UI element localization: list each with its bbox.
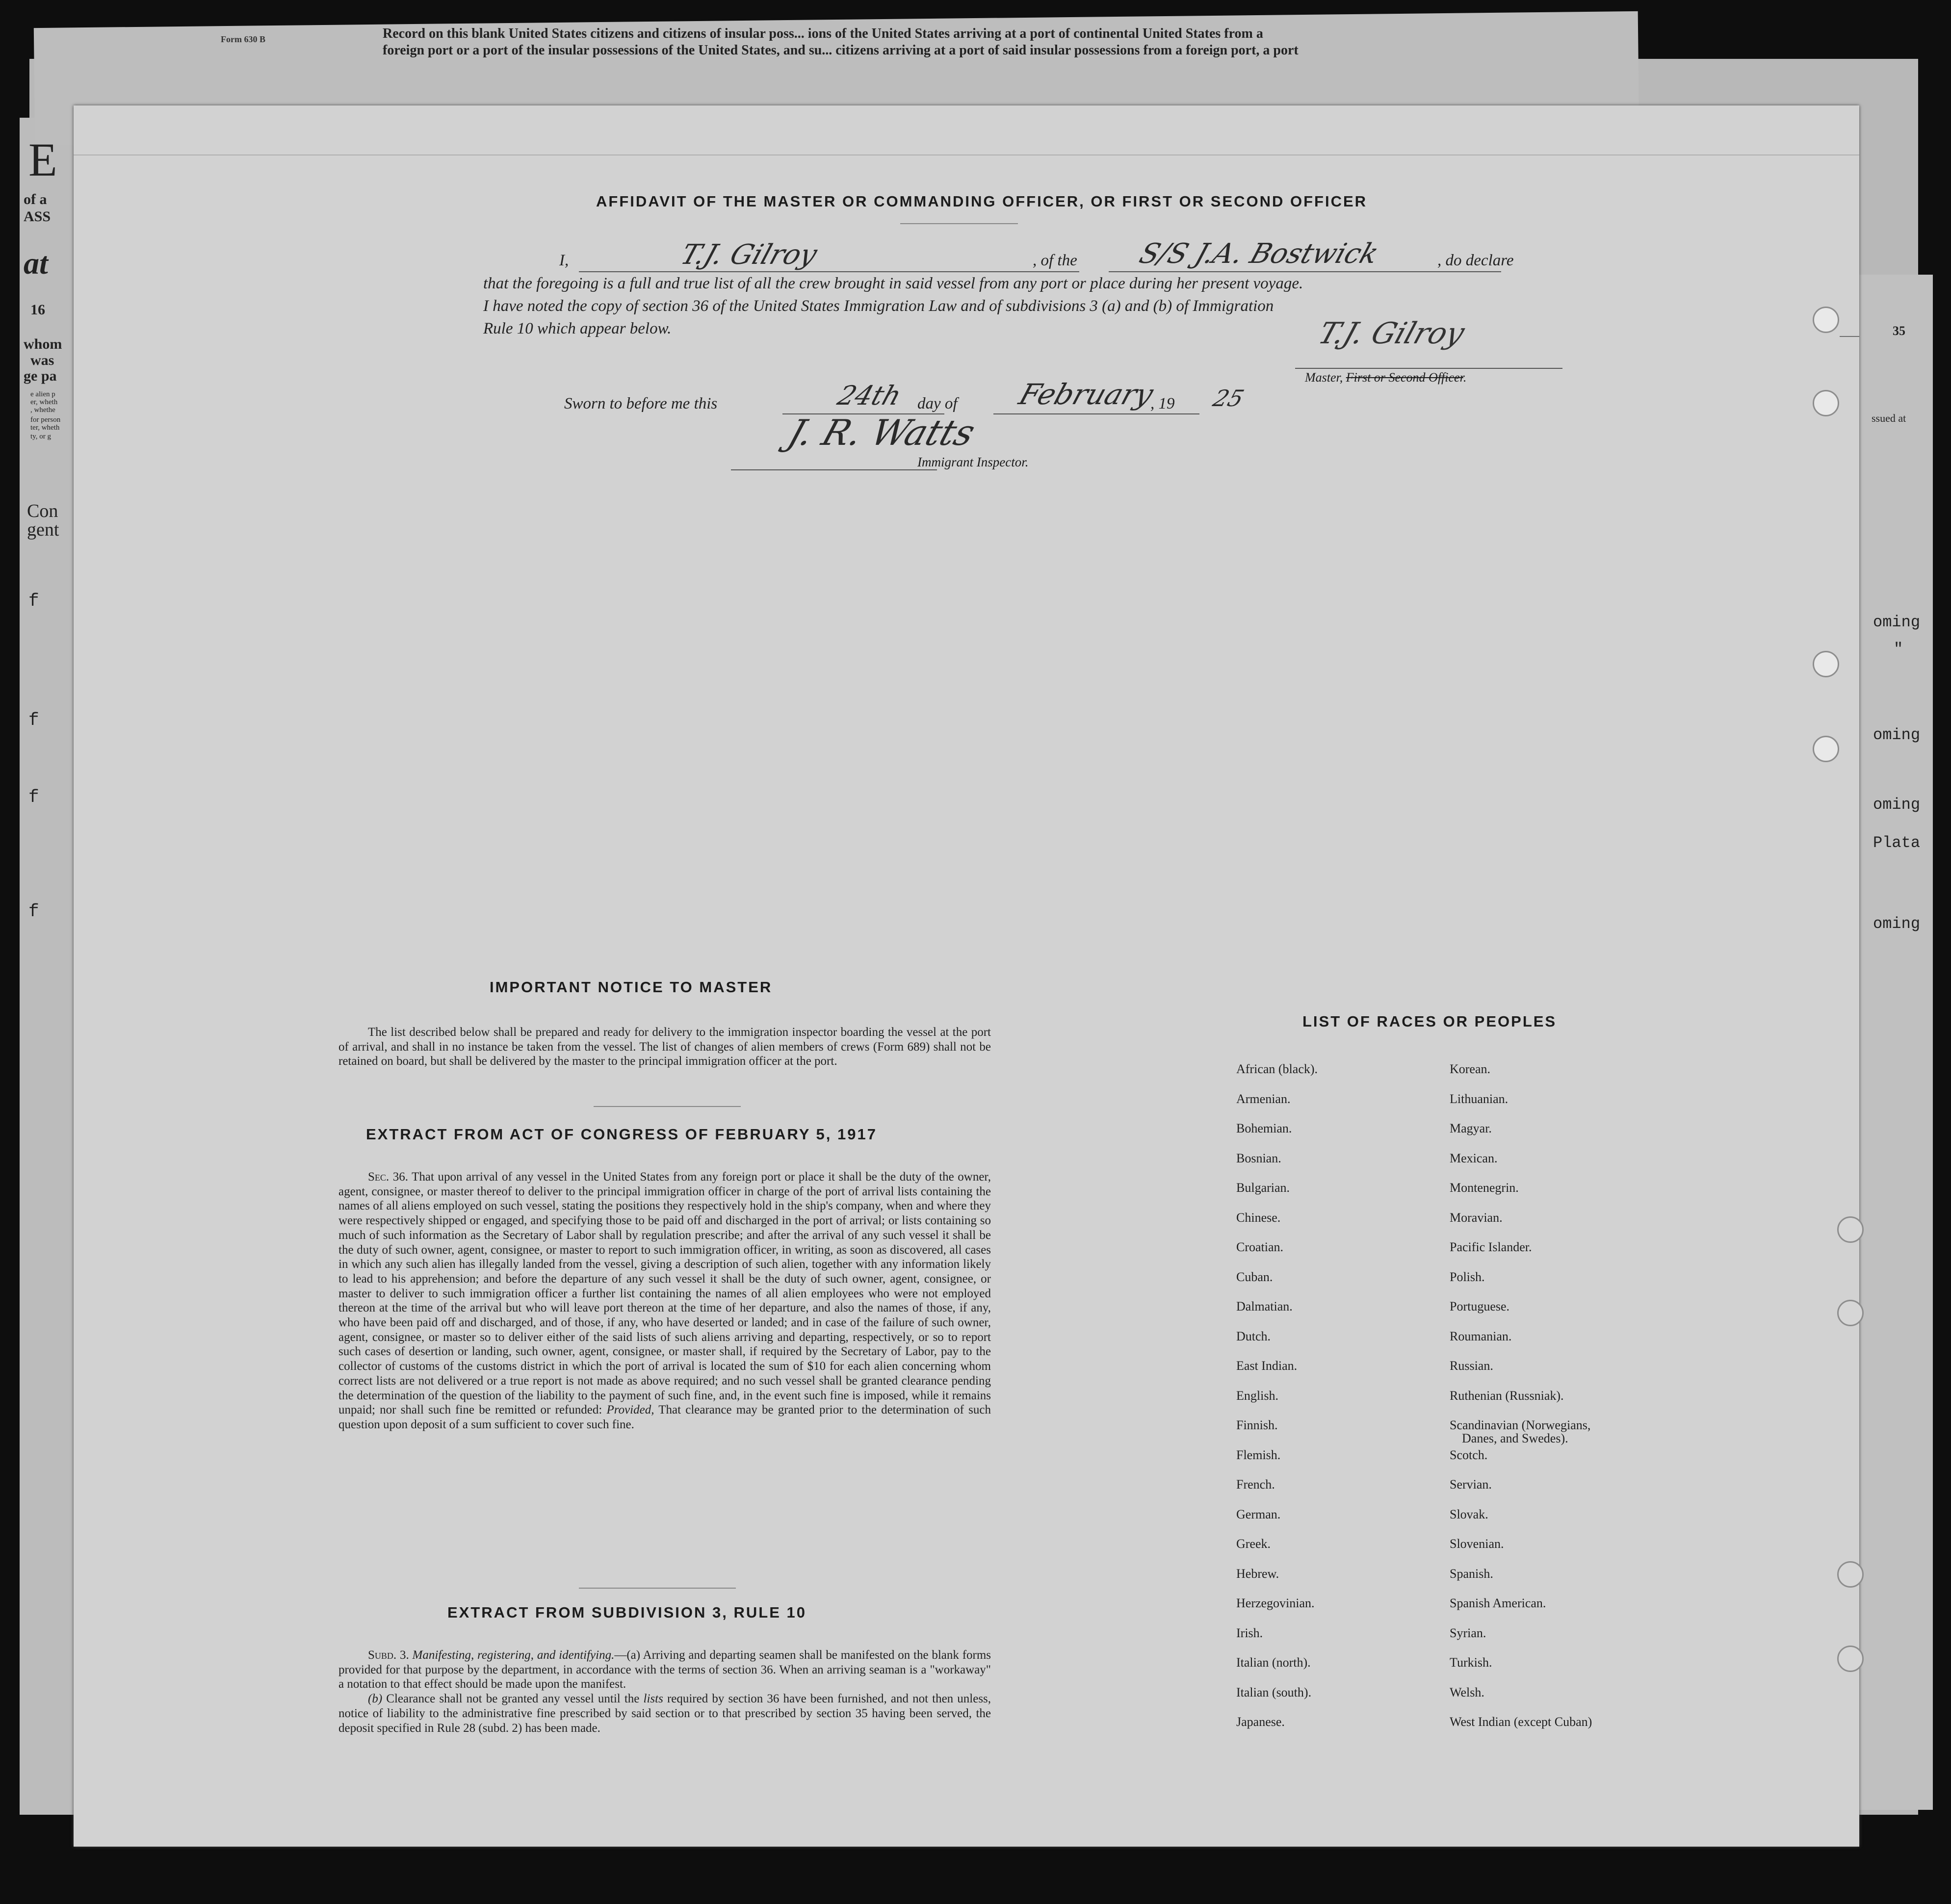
act-paragraph xyxy=(338,1170,991,1432)
ruled-line xyxy=(74,154,1859,155)
race-item: Bosnian. xyxy=(1236,1151,1281,1165)
act-proviso-text: That clearance may be granted prior to the determination of such question upon deposit of a sum sufficient to cover such fine. xyxy=(338,1403,991,1431)
rule-a-label: —(a) xyxy=(614,1648,641,1662)
race-item: African (black). xyxy=(1236,1062,1318,1076)
race-item: Chinese. xyxy=(1236,1210,1281,1225)
binder-hole xyxy=(1837,1300,1864,1326)
race-item: Spanish American. xyxy=(1450,1596,1546,1610)
binder-hole xyxy=(1813,307,1839,333)
binder-hole xyxy=(1813,390,1839,416)
rule-subd-label: Subd. 3. xyxy=(368,1648,409,1662)
race-item: Hebrew. xyxy=(1236,1566,1279,1581)
rule-b-text-1: Clearance shall not be granted any vessel until the xyxy=(386,1692,640,1706)
race-item: Cuban. xyxy=(1236,1269,1273,1284)
rule-a-text: Arriving and departing seamen shall be manifested on the blank forms provided for that purpose by the department, in accordance with the terms of section 36. When an arriving seaman is a "workaway" a notation to that effect should be made upon the manifest. xyxy=(338,1648,991,1691)
right-fragment: oming xyxy=(1873,796,1921,814)
act-section-label: Sec. 36. xyxy=(368,1170,408,1184)
race-item: Dalmatian. xyxy=(1236,1299,1293,1313)
day-handwritten: 24th xyxy=(833,380,906,411)
binder-hole xyxy=(1813,651,1839,677)
race-item: Slovak. xyxy=(1450,1507,1488,1521)
left-fragment: gent xyxy=(27,519,59,540)
signature-title-suffix: . xyxy=(1463,370,1467,385)
rule-title: EXTRACT FROM SUBDIVISION 3, RULE 10 xyxy=(447,1604,806,1621)
master-name-handwritten: T.J. Gilroy xyxy=(676,239,821,271)
record-instruction-text xyxy=(383,26,1540,59)
ruled-line xyxy=(1840,336,1859,337)
inspector-title: Immigrant Inspector. xyxy=(917,455,1029,469)
race-item: Bulgarian. xyxy=(1236,1181,1290,1195)
race-item: Pacific Islander. xyxy=(1450,1240,1532,1254)
race-item: Armenian. xyxy=(1236,1091,1291,1106)
year-prefix: , 19 xyxy=(1150,395,1175,412)
signature-title-prefix: Master, xyxy=(1305,370,1346,385)
affidavit-i: I, xyxy=(559,252,569,269)
left-fragment: ty, or g xyxy=(30,433,51,440)
race-item: Korean. xyxy=(1450,1062,1491,1076)
race-item: West Indian (except Cuban) xyxy=(1450,1715,1592,1729)
title-divider xyxy=(900,223,1018,224)
affidavit-title: AFFIDAVIT OF THE MASTER OR COMMANDING OFFICER, OR FIRST OR SECOND OFFICER xyxy=(596,193,1368,210)
inspector-signature: J. R. Watts xyxy=(783,412,981,453)
affidavit-sheet xyxy=(74,105,1859,1847)
right-fragment: oming xyxy=(1873,915,1921,933)
race-item: East Indian. xyxy=(1236,1359,1298,1373)
binder-hole xyxy=(1837,1216,1864,1243)
signature-title-struck: First or Second Officer xyxy=(1346,370,1463,385)
race-item: Greek. xyxy=(1236,1537,1271,1551)
sworn-text: Sworn to before me this xyxy=(564,395,718,412)
left-fragment: at xyxy=(24,246,48,281)
binder-hole xyxy=(1837,1561,1864,1588)
inspector-line xyxy=(731,469,937,470)
left-fragment: er, wheth xyxy=(30,398,58,406)
left-fragment: Con xyxy=(27,501,58,521)
notice-text xyxy=(338,1025,991,1069)
act-divider xyxy=(579,1588,736,1589)
notice-title: IMPORTANT NOTICE TO MASTER xyxy=(490,978,773,996)
left-fragment: e alien p xyxy=(30,390,55,398)
left-fragment: ge pa xyxy=(24,368,57,384)
right-sheet-edge xyxy=(1854,275,1933,1810)
race-item: Spanish. xyxy=(1450,1566,1493,1581)
races-title: LIST OF RACES OR PEOPLES xyxy=(1302,1013,1557,1030)
affidavit-declare: , do declare xyxy=(1437,252,1514,269)
race-item: Dutch. xyxy=(1236,1329,1271,1343)
left-fragment: 16 xyxy=(30,302,45,318)
affidavit-line-3: I have noted the copy of section 36 of the United States Immigration Law and of subdivisions 3 (a) and (b) of Immigration xyxy=(483,297,1274,315)
left-fragment: ter, wheth xyxy=(30,424,60,432)
race-item: Scotch. xyxy=(1450,1447,1488,1462)
race-item: German. xyxy=(1236,1507,1281,1521)
rule-subd-heading: Manifesting, registering, and identifying. xyxy=(412,1648,615,1662)
master-signature: T.J. Gilroy xyxy=(1314,316,1469,351)
right-fragment: ssued at xyxy=(1872,412,1906,424)
left-fragment: f xyxy=(28,901,39,922)
race-item: Scandinavian (Norwegians, xyxy=(1450,1418,1591,1432)
vessel-name-handwritten: S/S J.A. Bostwick xyxy=(1135,238,1383,270)
signature-title xyxy=(1305,370,1466,385)
right-fragment: " xyxy=(1894,640,1903,658)
race-item: Flemish. xyxy=(1236,1447,1281,1462)
day-of-text: day of xyxy=(917,395,958,412)
rule-paragraph-a xyxy=(338,1648,991,1692)
race-item: Ruthenian (Russniak). xyxy=(1450,1388,1564,1403)
notice-divider xyxy=(594,1106,741,1107)
race-item: Russian. xyxy=(1450,1359,1493,1373)
year-handwritten: 25 xyxy=(1210,385,1248,412)
notice-paragraph: The list described below shall be prepared and ready for delivery to the immigration inspector boarding the vessel at the port of arrival, and shall in no instance be taken from the vessel. The list of changes of alien members of crews (Form 689) shall not be retained on board, but shall be delivered by the master to the principal immigration officer at the port. xyxy=(338,1026,991,1068)
affidavit-line-2: that the foregoing is a full and true list of all the crew brought in said vessel from any port or place during her present voyage. xyxy=(483,275,1303,292)
race-item: English. xyxy=(1236,1388,1278,1403)
signature-line xyxy=(1295,368,1562,369)
right-fragment: oming xyxy=(1873,726,1921,744)
act-title: EXTRACT FROM ACT OF CONGRESS OF FEBRUARY 5, 1917 xyxy=(366,1126,877,1143)
race-item: Bohemian. xyxy=(1236,1121,1292,1135)
affidavit-of-the: , of the xyxy=(1033,252,1077,269)
rule-b-label: (b) xyxy=(368,1692,383,1706)
left-fragment: for person xyxy=(30,416,61,424)
left-fragment: ASS xyxy=(24,208,51,225)
left-fragment: f xyxy=(28,787,39,807)
race-item: Mexican. xyxy=(1450,1151,1498,1165)
race-item: Turkish. xyxy=(1450,1655,1492,1670)
left-fragment: , whethe xyxy=(30,406,55,414)
race-item: Herzegovinian. xyxy=(1236,1596,1315,1610)
left-fragment: of a xyxy=(24,191,47,207)
race-item: Portuguese. xyxy=(1450,1299,1510,1313)
affidavit-line-4: Rule 10 which appear below. xyxy=(483,320,672,337)
rule-text xyxy=(338,1648,991,1735)
race-item: Servian. xyxy=(1450,1477,1492,1492)
right-fragment: oming xyxy=(1873,613,1921,631)
right-fragment: Plata xyxy=(1873,834,1921,852)
record-line-1: Record on this blank United States citizens and citizens of insular poss... ions of the United States arriving at a port of continental United States from a xyxy=(383,26,1263,41)
right-fragment: 35 xyxy=(1893,324,1905,338)
left-fragment: whom xyxy=(24,336,62,352)
record-line-2: foreign port or a port of the insular possessions of the United States, and su... citizens arriving at a port of said insular possessions from a foreign port, a port xyxy=(383,43,1299,58)
race-item: Japanese. xyxy=(1236,1715,1285,1729)
race-item: Croatian. xyxy=(1236,1240,1284,1254)
race-item: Polish. xyxy=(1450,1269,1485,1284)
month-handwritten: February xyxy=(1015,378,1158,411)
act-text xyxy=(338,1170,991,1432)
left-fragment: f xyxy=(28,591,39,611)
race-item: Moravian. xyxy=(1450,1210,1503,1225)
race-item: Roumanian. xyxy=(1450,1329,1512,1343)
race-item: Magyar. xyxy=(1450,1121,1492,1135)
race-item: Italian (north). xyxy=(1236,1655,1311,1670)
binder-hole xyxy=(1813,736,1839,762)
form-number-label: Form 630 B xyxy=(221,34,265,44)
rule-b-text-2: required by section 36 have been furnished, and not then unless, notice of liability to the administrative fine prescribed by said section or to that prescribed by section 35 having been served, the deposit specified in Rule 28 (subd. 2) has been made. xyxy=(338,1692,991,1735)
binder-hole xyxy=(1837,1646,1864,1672)
race-item: Syrian. xyxy=(1450,1625,1486,1640)
race-item: Welsh. xyxy=(1450,1685,1484,1699)
left-fragment: E xyxy=(28,133,57,186)
race-item: Slovenian. xyxy=(1450,1537,1504,1551)
race-item: Irish. xyxy=(1236,1625,1263,1640)
rule-paragraph-b xyxy=(338,1692,991,1735)
race-item: Lithuanian. xyxy=(1450,1091,1509,1106)
race-item: French. xyxy=(1236,1477,1275,1492)
act-proviso-label: Provided, xyxy=(606,1403,654,1417)
race-item: Finnish. xyxy=(1236,1418,1278,1432)
act-body: That upon arrival of any vessel in the United States from any foreign port or place it shall be the duty of the owner, agent, consignee, or master thereof to deliver to the principal immigration officer in charge of the port of arrival lists containing the names of all aliens employed on such vessel, stating the positions they respectively hold in the ship's company, when and where they were respectively shipped or engaged, and specifying those to be paid off and discharged in the port of arrival; or lists containing so much of such information as the Secretary of Labor shall by regulation prescribe; and after the arrival of any such vessel it shall be the duty of such owner, agent, consignee, or master to report to such immigration officer, in writing, as soon as discovered, all cases in which any such alien has illegally landed from the vessel, giving a description of such alien, together with any information likely to lead to his apprehension; and before the departure of any such vessel it shall be the duty of such owner, agent, consignee, or master to deliver to such immigration officer a further list containing the names of all alien employees who were not employed thereon at the time of the arrival but who will leave port thereon at the time of her departure, and also the names of those, if any, who have been paid off and discharged, and of those, if any, who have deserted or landed; and in case of the failure of such owner, agent, consignee, or master so to deliver either of the said lists of such aliens arriving and departing, respectively, or so to report such cases of desertion or landing, such owner, agent, consignee, or master shall, if required by the Secretary of Labor, pay to the collector of customs of the customs district in which the port of arrival is located the sum of $10 for each alien concerning whom correct lists are not delivered or a true report is not made as above required; and no such vessel shall be granted clearance pending the determination of the question of the liability to the payment of such fine, and, in the event such fine is imposed, while it remains unpaid; nor shall such fine be remitted or refunded: xyxy=(338,1170,991,1417)
rule-b-lists: lists xyxy=(643,1692,663,1706)
race-item: Danes, and Swedes). xyxy=(1462,1431,1568,1445)
left-fragment: was xyxy=(30,352,54,368)
left-fragment: f xyxy=(28,710,39,730)
race-item: Montenegrin. xyxy=(1450,1181,1519,1195)
race-item: Italian (south). xyxy=(1236,1685,1312,1699)
